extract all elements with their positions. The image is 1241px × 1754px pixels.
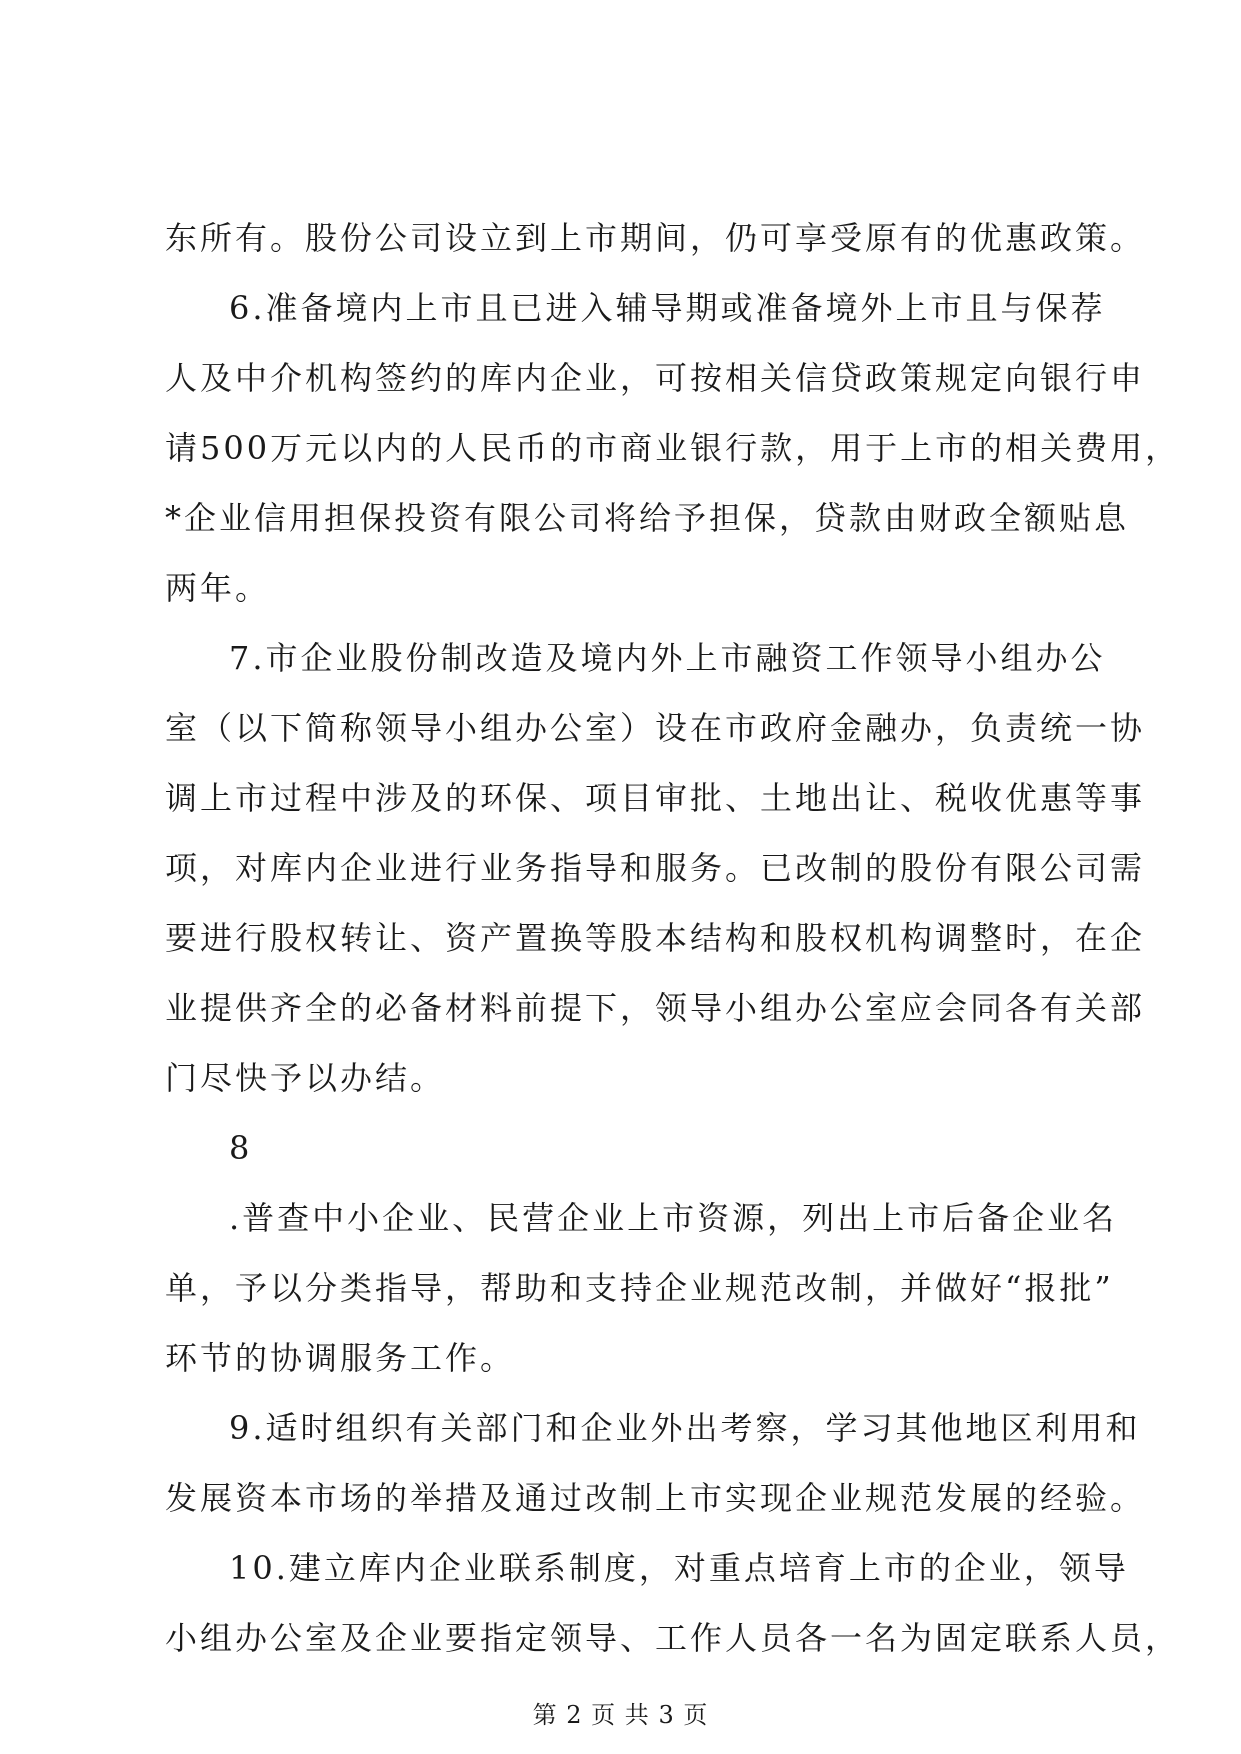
text-line: 7.市企业股份制改造及境内外上市融资工作领导小组办公 (229, 639, 1106, 677)
text-line: 两年。 (165, 569, 271, 607)
text-line: 东所有。股份公司设立到上市期间，仍可享受原有的优惠政策。 (165, 219, 1146, 257)
text-line: 9.适时组织有关部门和企业外出考察，学习其他地区利用和 (229, 1409, 1141, 1447)
text-line: 请500万元以内的人民币的市商业银行款，用于上市的相关费用， (165, 429, 1181, 467)
text-line: 单，予以分类指导，帮助和支持企业规范改制，并做好“报批” (165, 1269, 1114, 1307)
text-line: 室（以下简称领导小组办公室）设在市政府金融办，负责统一协 (165, 709, 1146, 747)
text-line: 要进行股权转让、资产置换等股本结构和股权机构调整时，在企 (165, 919, 1146, 957)
text-line: 项，对库内企业进行业务指导和服务。已改制的股份有限公司需 (165, 849, 1146, 887)
text-line: 人及中介机构签约的库内企业，可按相关信贷政策规定向银行申 (165, 359, 1146, 397)
text-line: 10.建立库内企业联系制度，对重点培育上市的企业，领导 (229, 1549, 1129, 1587)
text-line: 发展资本市场的举措及通过改制上市实现企业规范发展的经验。 (165, 1479, 1146, 1517)
text-line: 小组办公室及企业要指定领导、工作人员各一名为固定联系人员， (165, 1619, 1181, 1657)
text-line: 业提供齐全的必备材料前提下，领导小组办公室应会同各有关部 (165, 989, 1146, 1027)
text-line: 门尽快予以办结。 (165, 1059, 446, 1097)
page-footer: 第 2 页 共 3 页 (532, 1701, 709, 1729)
text-line: 环节的协调服务工作。 (165, 1339, 516, 1377)
text-line: 6.准备境内上市且已进入辅导期或准备境外上市且与保荐 (229, 289, 1106, 327)
text-line: .普查中小企业、民营企业上市资源，列出上市后备企业名 (229, 1199, 1118, 1237)
text-line: *企业信用担保投资有限公司将给予担保，贷款由财政全额贴息 (165, 499, 1130, 537)
text-line: 调上市过程中涉及的环保、项目审批、土地出让、税收优惠等事 (165, 779, 1146, 817)
text-line: 8 (229, 1129, 253, 1167)
